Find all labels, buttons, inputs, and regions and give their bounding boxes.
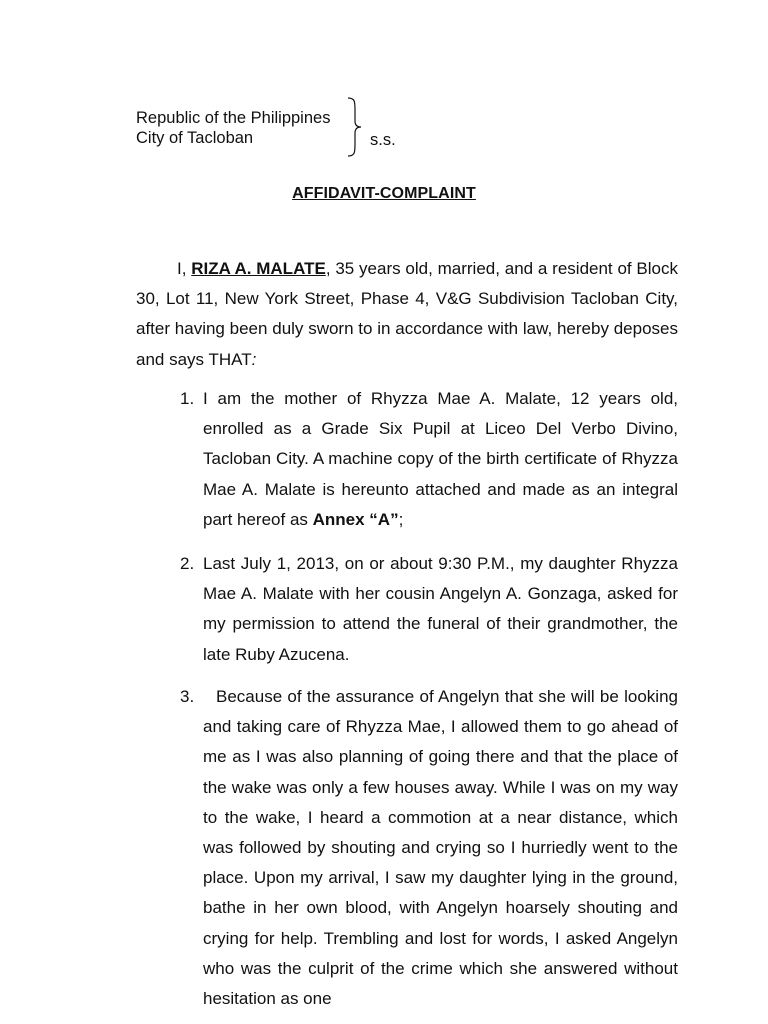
item-number: 1. bbox=[180, 389, 195, 408]
item-text: Because of the assurance of Angelyn that she will be looking and taking care of Rhyzza Mae, I allowed them to go ahead of me as I was also planning of going there and that the place of the wake was only a few houses away. While I was on my way to the wake, I heard a commotion at a near distance, which was followed by shouting and crying so I hurriedly went to the place. Upon my arrival, I saw my daughter lying in the ground, bathe in her own blood, with Angelyn hoarsely shouting and crying for help. Trembling and lost for words, I asked Angelyn who was the culprit of the crime which she answered without hesitation as one bbox=[203, 687, 678, 1009]
venue-city: City of Tacloban bbox=[136, 129, 254, 147]
document-title: AFFIDAVIT-COMPLAINT bbox=[292, 185, 476, 202]
intro-suffix: : bbox=[251, 349, 257, 369]
list-item bbox=[180, 384, 678, 535]
item-number: 2. bbox=[180, 554, 195, 573]
intro-body: , 35 years old, married, and a resident of Block 30, Lot 11, New York Street, Phase 4, V&G Subdivision Tacloban City, after having been duly sworn to in accordance with law, hereby deposes and says THAT bbox=[136, 259, 679, 369]
venue-country: Republic of the Philippines bbox=[136, 109, 331, 127]
annex-label: Annex “A” bbox=[312, 509, 399, 529]
item-body: I am the mother of Rhyzza Mae A. Malate, 12 years old, enrolled as a Grade Six Pupil at Liceo Del Verbo Divino, Tacloban City. A machine copy of the birth certificate of Rhyzza Mae A. Malate is hereunto attached and made as an integral part hereof as bbox=[203, 389, 678, 529]
list-item bbox=[180, 549, 678, 670]
ss-label: s.s. bbox=[370, 131, 396, 149]
affiant-name: RIZA A. MALATE bbox=[191, 259, 326, 278]
brace-icon bbox=[346, 96, 366, 158]
list-item bbox=[180, 682, 678, 1014]
item-text bbox=[203, 384, 678, 535]
venue-block bbox=[136, 108, 330, 148]
intro-prefix: I, bbox=[177, 259, 192, 278]
item-number: 3. bbox=[180, 687, 195, 706]
item-text: Last July 1, 2013, on or about 9:30 P.M., my daughter Rhyzza Mae A. Malate with her cousin Angelyn A. Gonzaga, asked for my permission to attend the funeral of their grandmother, the late Ruby Azucena. bbox=[203, 554, 678, 664]
item-end: ; bbox=[398, 509, 404, 529]
intro-paragraph bbox=[136, 254, 678, 375]
